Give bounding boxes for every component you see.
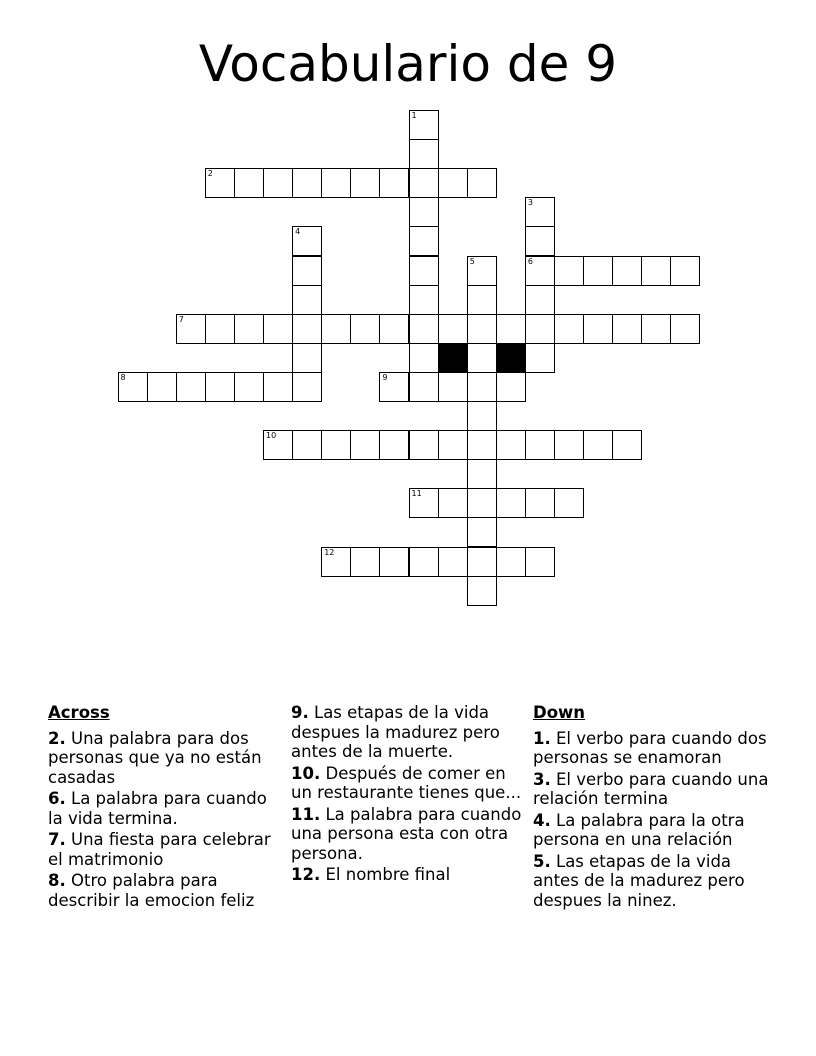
crossword-cell[interactable] — [525, 226, 555, 256]
crossword-cell[interactable] — [321, 168, 351, 198]
crossword-cell[interactable] — [467, 343, 497, 373]
crossword-cell[interactable] — [292, 168, 322, 198]
clue-number: 12. — [291, 865, 321, 884]
crossword-cell[interactable] — [321, 430, 351, 460]
clues-column-3 — [533, 703, 773, 912]
crossword-cell[interactable] — [525, 314, 555, 344]
clue-text: El verbo para cuando una relación termina — [533, 769, 769, 808]
crossword-cell[interactable] — [525, 430, 555, 460]
clue-across-11 — [291, 805, 526, 864]
crossword-cell[interactable] — [612, 256, 642, 286]
crossword-cell[interactable] — [583, 314, 613, 344]
crossword-cell[interactable] — [292, 343, 322, 373]
crossword-cell[interactable] — [409, 285, 439, 315]
crossword-cell[interactable] — [409, 168, 439, 198]
clue-number-label: 5 — [469, 256, 475, 266]
clue-number: 7. — [48, 830, 66, 849]
clue-number-label: 11 — [411, 489, 422, 499]
crossword-cell[interactable] — [496, 314, 526, 344]
clue-number: 8. — [48, 871, 66, 890]
crossword-cell[interactable] — [350, 314, 380, 344]
black-square — [496, 343, 526, 373]
crossword-cell[interactable] — [467, 517, 497, 547]
crossword-cell[interactable] — [205, 372, 235, 402]
clue-down-4 — [533, 811, 773, 850]
crossword-cell[interactable] — [292, 372, 322, 402]
clue-number-label: 4 — [295, 227, 301, 237]
crossword-cell[interactable] — [583, 256, 613, 286]
crossword-cell[interactable] — [467, 576, 497, 606]
crossword-cell[interactable] — [670, 314, 700, 344]
black-square — [438, 343, 468, 373]
crossword-cell[interactable] — [292, 314, 322, 344]
clue-number: 1. — [533, 728, 551, 748]
clue-number: 4. — [533, 810, 551, 830]
clue-across-8 — [48, 871, 283, 910]
clue-text: La palabra para cuando una persona esta con otra persona. — [291, 804, 522, 863]
crossword-cell[interactable] — [467, 459, 497, 489]
clue-across-6 — [48, 789, 283, 828]
crossword-cell[interactable] — [379, 314, 409, 344]
crossword-cell[interactable] — [525, 343, 555, 373]
crossword-cell[interactable] — [467, 401, 497, 431]
clue-text: Las etapas de la vida despues la madurez pero antes de la muerte. — [291, 703, 500, 761]
crossword-cell[interactable] — [379, 372, 409, 402]
crossword-cell[interactable] — [583, 430, 613, 460]
crossword-cell[interactable] — [292, 285, 322, 315]
crossword-cell[interactable] — [554, 430, 584, 460]
crossword-cell[interactable] — [176, 314, 206, 344]
crossword-cell[interactable] — [263, 314, 293, 344]
clue-number-label: 10 — [266, 431, 277, 441]
crossword-cell[interactable] — [496, 430, 526, 460]
crossword-cell[interactable] — [496, 488, 526, 518]
clue-number: 11. — [291, 804, 321, 824]
clue-number-label: 9 — [382, 372, 388, 382]
crossword-cell[interactable] — [205, 314, 235, 344]
crossword-cell[interactable] — [409, 226, 439, 256]
crossword-cell[interactable] — [525, 256, 555, 286]
crossword-cell[interactable] — [379, 168, 409, 198]
clue-number-label: 2 — [207, 169, 213, 179]
crossword-cell[interactable] — [263, 372, 293, 402]
clue-number: 6. — [48, 789, 66, 808]
clue-text: El nombre final — [325, 865, 451, 884]
crossword-cell[interactable] — [409, 343, 439, 373]
crossword-cell[interactable] — [350, 430, 380, 460]
crossword-cell[interactable] — [438, 372, 468, 402]
crossword-cell[interactable] — [350, 547, 380, 577]
clue-across-9 — [291, 703, 526, 762]
crossword-cell[interactable] — [263, 168, 293, 198]
crossword-cell[interactable] — [438, 314, 468, 344]
crossword-cell[interactable] — [467, 430, 497, 460]
crossword-cell[interactable] — [467, 285, 497, 315]
clue-number: 10. — [291, 763, 321, 783]
crossword-cell[interactable] — [176, 372, 206, 402]
clue-across-2 — [48, 729, 283, 788]
crossword-cell[interactable] — [234, 314, 264, 344]
crossword-cell[interactable] — [409, 139, 439, 169]
crossword-cell[interactable] — [409, 488, 439, 518]
clue-text: Una fiesta para celebrar el matrimonio — [48, 830, 271, 869]
crossword-cell[interactable] — [321, 547, 351, 577]
crossword-cell[interactable] — [612, 430, 642, 460]
crossword-cell[interactable] — [205, 168, 235, 198]
crossword-cell[interactable] — [525, 488, 555, 518]
crossword-cell[interactable] — [263, 430, 293, 460]
crossword-cell[interactable] — [292, 256, 322, 286]
crossword-cell[interactable] — [234, 372, 264, 402]
crossword-cell[interactable] — [467, 314, 497, 344]
crossword-cell[interactable] — [641, 314, 671, 344]
crossword-cell[interactable] — [438, 168, 468, 198]
crossword-cell[interactable] — [612, 314, 642, 344]
crossword-cell[interactable] — [409, 314, 439, 344]
clue-number-label: 1 — [411, 111, 417, 120]
clue-down-3 — [533, 770, 773, 809]
crossword-cell[interactable] — [409, 110, 439, 140]
crossword-cell[interactable] — [467, 372, 497, 402]
clues-column-2 — [291, 703, 526, 887]
clue-number-label: 3 — [527, 198, 533, 208]
crossword-cell[interactable] — [438, 430, 468, 460]
clue-down-1 — [533, 729, 773, 768]
crossword-cell[interactable] — [496, 372, 526, 402]
clue-number: 3. — [533, 769, 551, 789]
clue-across-12 — [291, 865, 526, 885]
clue-text: Una palabra para dos personas que ya no están casadas — [48, 728, 262, 787]
crossword-cell[interactable] — [292, 430, 322, 460]
clue-text: La palabra para la otra persona en una relación — [533, 810, 745, 849]
clue-number: 5. — [533, 851, 551, 871]
crossword-cell[interactable] — [234, 168, 264, 198]
crossword-cell[interactable] — [641, 256, 671, 286]
clue-number-label: 6 — [527, 256, 533, 266]
crossword-cell[interactable] — [379, 430, 409, 460]
clue-across-10 — [291, 764, 526, 803]
clue-number: 9. — [291, 703, 309, 722]
crossword-cell[interactable] — [525, 197, 555, 227]
crossword-cell[interactable] — [321, 314, 351, 344]
clue-number: 2. — [48, 728, 66, 748]
clue-text: La palabra para cuando la vida termina. — [48, 789, 267, 828]
crossword-cell[interactable] — [350, 168, 380, 198]
clue-across-7 — [48, 830, 283, 869]
clue-down-5 — [533, 852, 773, 911]
crossword-cell[interactable] — [409, 256, 439, 286]
clue-text: Las etapas de la vida antes de la madurez pero despues la ninez. — [533, 851, 745, 910]
clue-number-label: 7 — [178, 314, 184, 324]
down-heading: Down — [533, 703, 586, 722]
clue-text: Otro palabra para describir la emocion feliz — [48, 871, 255, 910]
crossword-cell[interactable] — [467, 488, 497, 518]
crossword-cell[interactable] — [554, 314, 584, 344]
crossword-cell[interactable] — [438, 547, 468, 577]
clue-text: El verbo para cuando dos personas se enamoran — [533, 728, 767, 767]
crossword-cell[interactable] — [438, 488, 468, 518]
clue-number-label: 8 — [120, 372, 126, 382]
clues-column-1 — [48, 703, 283, 912]
crossword-cell[interactable] — [554, 488, 584, 518]
crossword-cell[interactable] — [670, 256, 700, 286]
crossword-cell[interactable] — [409, 372, 439, 402]
crossword-cell[interactable] — [525, 547, 555, 577]
crossword-cell[interactable] — [292, 226, 322, 256]
crossword-cell[interactable] — [147, 372, 177, 402]
crossword-cell[interactable] — [554, 256, 584, 286]
crossword-cell[interactable] — [467, 547, 497, 577]
puzzle-title: Vocabulario de 9 — [198, 35, 618, 93]
crossword-cell[interactable] — [118, 372, 148, 402]
crossword-cell[interactable] — [409, 430, 439, 460]
clue-number-label: 12 — [324, 547, 335, 557]
crossword-cell[interactable] — [467, 256, 497, 286]
crossword-cell[interactable] — [525, 285, 555, 315]
clue-text: Después de comer en un restaurante tienes que... — [291, 763, 522, 802]
crossword-cell[interactable] — [409, 197, 439, 227]
across-heading: Across — [48, 703, 110, 722]
crossword-cell[interactable] — [467, 168, 497, 198]
crossword-cell[interactable] — [496, 547, 526, 577]
crossword-cell[interactable] — [379, 547, 409, 577]
crossword-cell[interactable] — [409, 547, 439, 577]
